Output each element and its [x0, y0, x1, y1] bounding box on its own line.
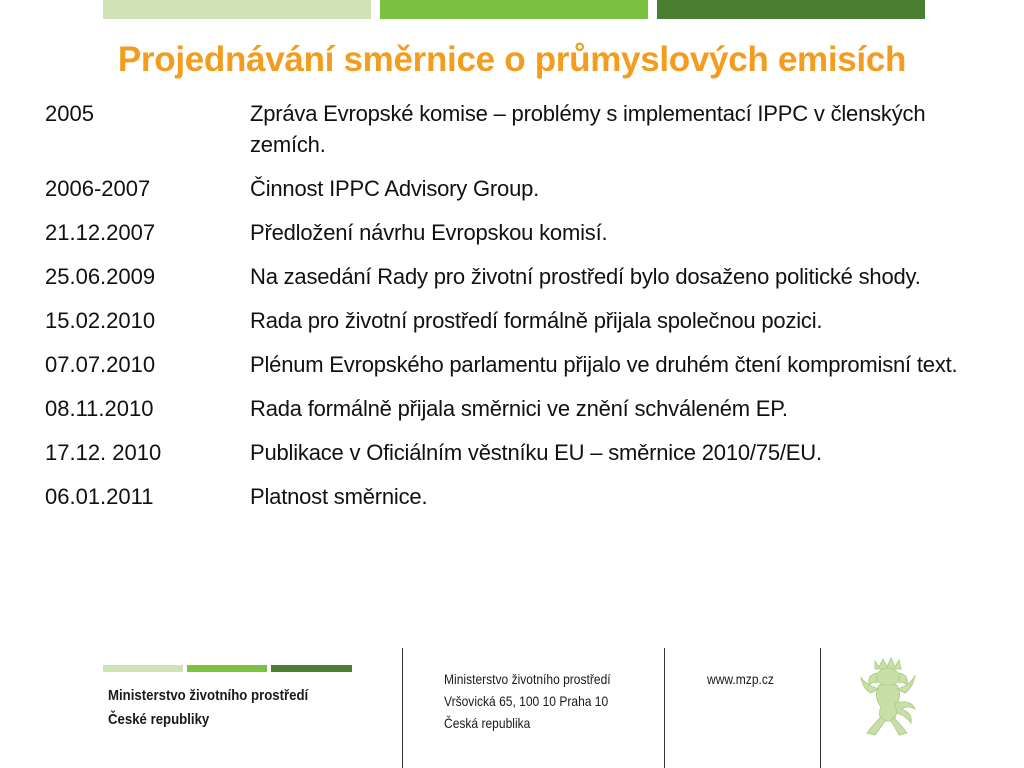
timeline-row	[45, 98, 995, 160]
czech-lion-icon	[853, 655, 923, 740]
timeline-text: Rada formálně přijala směrnici ve znění schváleném EP.	[250, 396, 788, 421]
timeline-text: Publikace v Oficiálním věstníku EU – směrnice 2010/75/EU.	[250, 440, 822, 465]
timeline-text: Činnost IPPC Advisory Group.	[250, 176, 540, 201]
footer-divider	[664, 648, 665, 768]
timeline-date: 15.02.2010	[45, 308, 156, 333]
footer-address	[444, 668, 611, 734]
timeline-text: Zpráva Evropské komise – problémy s implementací IPPC v členských zemích.	[250, 101, 926, 157]
footer-divider	[402, 648, 403, 768]
timeline-date: 17.12. 2010	[45, 440, 162, 465]
address-line: Vršovická 65, 100 10 Praha 10	[444, 693, 609, 709]
timeline-row	[45, 349, 995, 380]
footer-organization	[108, 684, 308, 732]
timeline-text: Na zasedání Rady pro životní prostředí bylo dosaženo politické shody.	[250, 264, 921, 289]
timeline-row	[45, 173, 995, 204]
address-line: Česká republika	[444, 715, 531, 731]
footer-org-line: České republiky	[108, 711, 210, 728]
timeline-row	[45, 437, 995, 468]
decor-bar-mid	[380, 0, 648, 19]
footer-divider	[820, 648, 821, 768]
timeline-row	[45, 481, 995, 512]
timeline-date: 08.11.2010	[45, 396, 154, 421]
timeline-text: Plénum Evropského parlamentu přijalo ve druhém čtení kompromisní text.	[250, 352, 958, 377]
timeline-date: 25.06.2009	[45, 264, 156, 289]
footer-decor-bar-mid	[187, 665, 267, 672]
address-line: Ministerstvo životního prostředí	[444, 671, 611, 687]
timeline-date: 06.01.2011	[45, 484, 154, 509]
decor-bar-dark	[657, 0, 925, 19]
timeline-row	[45, 393, 995, 424]
timeline-row	[45, 217, 995, 248]
timeline-row	[45, 305, 995, 336]
timeline-text: Předložení návrhu Evropskou komisí.	[250, 220, 608, 245]
timeline-text: Rada pro životní prostředí formálně přijala společnou pozici.	[250, 308, 823, 333]
footer-decor-bar-light	[103, 665, 183, 672]
footer-org-line: Ministerstvo životního prostředí	[108, 687, 309, 704]
timeline-row	[45, 261, 995, 292]
website-link[interactable]: www.mzp.cz	[707, 671, 774, 687]
timeline-list	[45, 98, 995, 525]
timeline-date: 2006-2007	[45, 176, 151, 201]
slide-title: Projednávání směrnice o průmyslových emisích	[117, 40, 907, 79]
decor-bar-light	[103, 0, 371, 19]
timeline-date: 21.12.2007	[45, 220, 156, 245]
footer-decor-bar-dark	[271, 665, 352, 672]
timeline-date: 07.07.2010	[45, 352, 156, 377]
timeline-date: 2005	[45, 101, 94, 126]
timeline-text: Platnost směrnice.	[250, 484, 428, 509]
